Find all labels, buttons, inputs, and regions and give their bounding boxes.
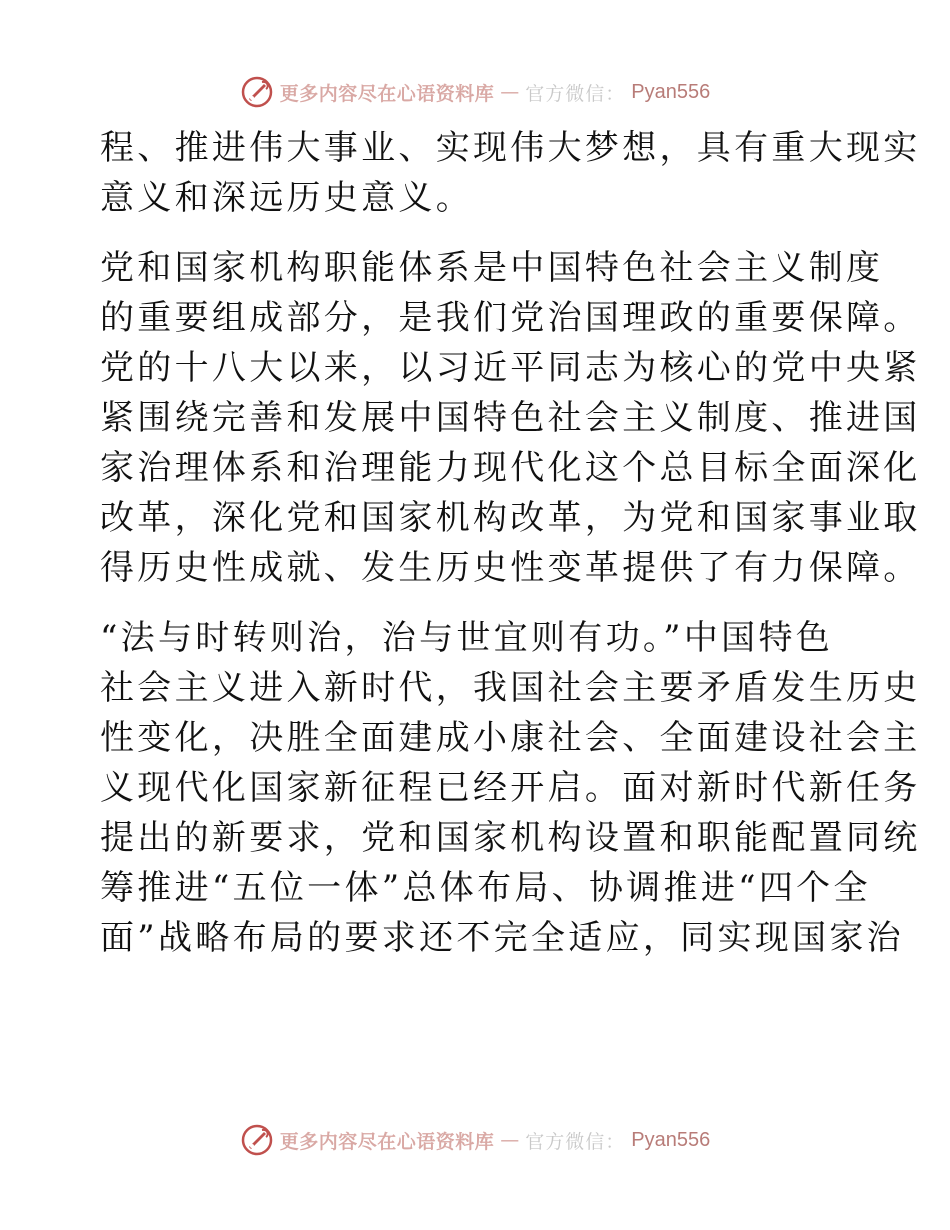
quill-logo-icon (240, 1123, 274, 1157)
footer-watermark (0, 1120, 950, 1160)
text-line: 党的十八大以来，以习近平同志为核心的党中央紧 (100, 348, 921, 388)
text-line: 义现代化国家新征程已经开启。面对新时代新任务 (100, 768, 921, 808)
paragraph (100, 243, 921, 593)
watermark-separator: — (500, 1129, 520, 1151)
header-watermark (0, 72, 950, 112)
watermark-official-label: 官方微信： (525, 1130, 626, 1153)
watermark-text: 更多内容尽在心语资料库 (279, 82, 495, 105)
watermark-text: 更多内容尽在心语资料库 (279, 1130, 495, 1153)
watermark-wechat-id: Pyan556 (631, 80, 711, 103)
text-line: 性变化，决胜全面建成小康社会、全面建设社会主 (100, 718, 921, 758)
watermark-wechat-id: Pyan556 (631, 1128, 711, 1151)
text-line: 紧围绕完善和发展中国特色社会主义制度、推进国 (100, 398, 921, 438)
watermark-separator: — (500, 81, 520, 103)
text-line: 程、推进伟大事业、实现伟大梦想，具有重大现实 (100, 128, 921, 168)
text-line: “法与时转则治，治与世宜则有功。”中国特色 (100, 618, 834, 658)
text-line: 改革，深化党和国家机构改革，为党和国家事业取 (100, 498, 921, 538)
text-line: 意义和深远历史意义。 (100, 178, 473, 218)
text-line: 家治理体系和治理能力现代化这个总目标全面深化 (100, 448, 921, 488)
text-line: 党和国家机构职能体系是中国特色社会主义制度 (100, 248, 884, 288)
text-line: 得历史性成就、发生历史性变革提供了有力保障。 (100, 548, 921, 588)
document-body (100, 123, 921, 963)
text-line: 提出的新要求，党和国家机构设置和职能配置同统 (100, 818, 921, 858)
quill-logo-icon (240, 75, 274, 109)
text-line: 的重要组成部分，是我们党治国理政的重要保障。 (100, 298, 921, 338)
text-line: 面”战略布局的要求还不完全适应，同实现国家治 (100, 918, 904, 958)
text-line: 社会主义进入新时代，我国社会主要矛盾发生历史 (100, 668, 921, 708)
text-line: 筹推进“五位一体”总体布局、协调推进“四个全 (100, 868, 871, 908)
watermark-official-label: 官方微信： (525, 82, 626, 105)
paragraph (100, 613, 921, 963)
paragraph (100, 123, 921, 223)
